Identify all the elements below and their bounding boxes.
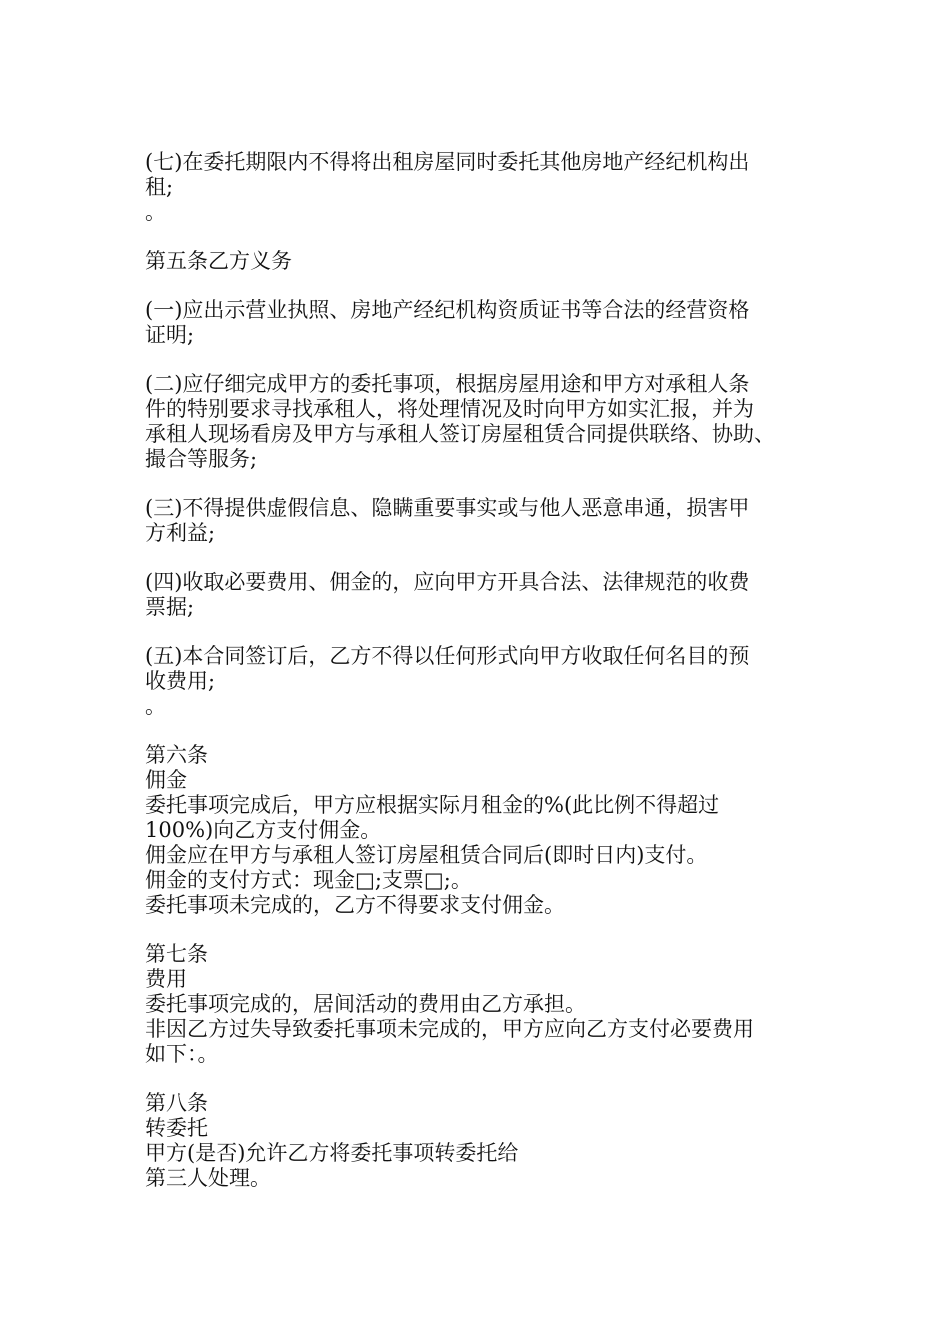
text-line: 100%)向乙方支付佣金。 — [145, 818, 382, 842]
text-line: 撮合等服务; — [145, 447, 258, 471]
text-line: 佣金应在甲方与承租人签订房屋租赁合同后(即时日内)支付。 — [145, 843, 708, 867]
text-line: 佣金 — [145, 768, 187, 792]
text-line: 佣金的支付方式：现金□;支票□;。 — [145, 868, 472, 892]
document-body — [145, 150, 825, 1191]
text-line: 第八条 — [145, 1091, 208, 1115]
paragraph-gap — [145, 225, 825, 249]
text-line: (七)在委托期限内不得将出租房屋同时委托其他房地产经纪机构出 — [145, 150, 750, 174]
text-line: 收费用; — [145, 669, 216, 693]
paragraph-gap — [145, 1067, 825, 1091]
text-line: (三)不得提供虚假信息、隐瞒重要事实或与他人恶意串通，损害甲 — [145, 496, 750, 520]
paragraph-gap — [145, 719, 825, 743]
paragraph-gap — [145, 546, 825, 570]
text-line: (一)应出示营业执照、房地产经纪机构资质证书等合法的经营资格 — [145, 298, 750, 322]
text-line: 非因乙方过失导致委托事项未完成的，甲方应向乙方支付必要费用 — [145, 1017, 754, 1041]
paragraph-gap — [145, 274, 825, 298]
text-line: 票据; — [145, 595, 195, 619]
text-line: 承租人现场看房及甲方与承租人签订房屋租赁合同提供联络、协助、 — [145, 422, 775, 446]
text-line: 费用 — [145, 967, 187, 991]
text-line: 证明; — [145, 323, 195, 347]
text-line: 委托事项未完成的，乙方不得要求支付佣金。 — [145, 893, 565, 917]
text-line: 委托事项完成的，居间活动的费用由乙方承担。 — [145, 992, 586, 1016]
paragraph-gap — [145, 472, 825, 496]
text-line: 转委托 — [145, 1116, 208, 1140]
text-line: 件的特别要求寻找承租人，将处理情况及时向甲方如实汇报，并为 — [145, 397, 754, 421]
text-line: 第七条 — [145, 942, 208, 966]
text-line: 如下：。 — [145, 1042, 219, 1066]
text-line: (四)收取必要费用、佣金的，应向甲方开具合法、法律规范的收费 — [145, 570, 750, 594]
paragraph-gap — [145, 348, 825, 372]
text-line: (五)本合同签订后，乙方不得以任何形式向甲方收取任何名目的预 — [145, 644, 750, 668]
text-line: 第六条 — [145, 743, 208, 767]
paragraph-gap — [145, 620, 825, 644]
text-line: 方利益; — [145, 521, 216, 545]
text-line: 第五条乙方义务 — [145, 249, 292, 273]
text-line: 第三人处理。 — [145, 1166, 271, 1190]
text-line: 。 — [145, 200, 166, 224]
text-line: 甲方(是否)允许乙方将委托事项转委托给 — [145, 1141, 519, 1165]
text-line: (二)应仔细完成甲方的委托事项，根据房屋用途和甲方对承租人条 — [145, 372, 750, 396]
text-line: 租; — [145, 175, 174, 199]
text-line: 委托事项完成后，甲方应根据实际月租金的%(此比例不得超过 — [145, 793, 720, 817]
paragraph-gap — [145, 918, 825, 942]
text-line: 。 — [145, 694, 166, 718]
